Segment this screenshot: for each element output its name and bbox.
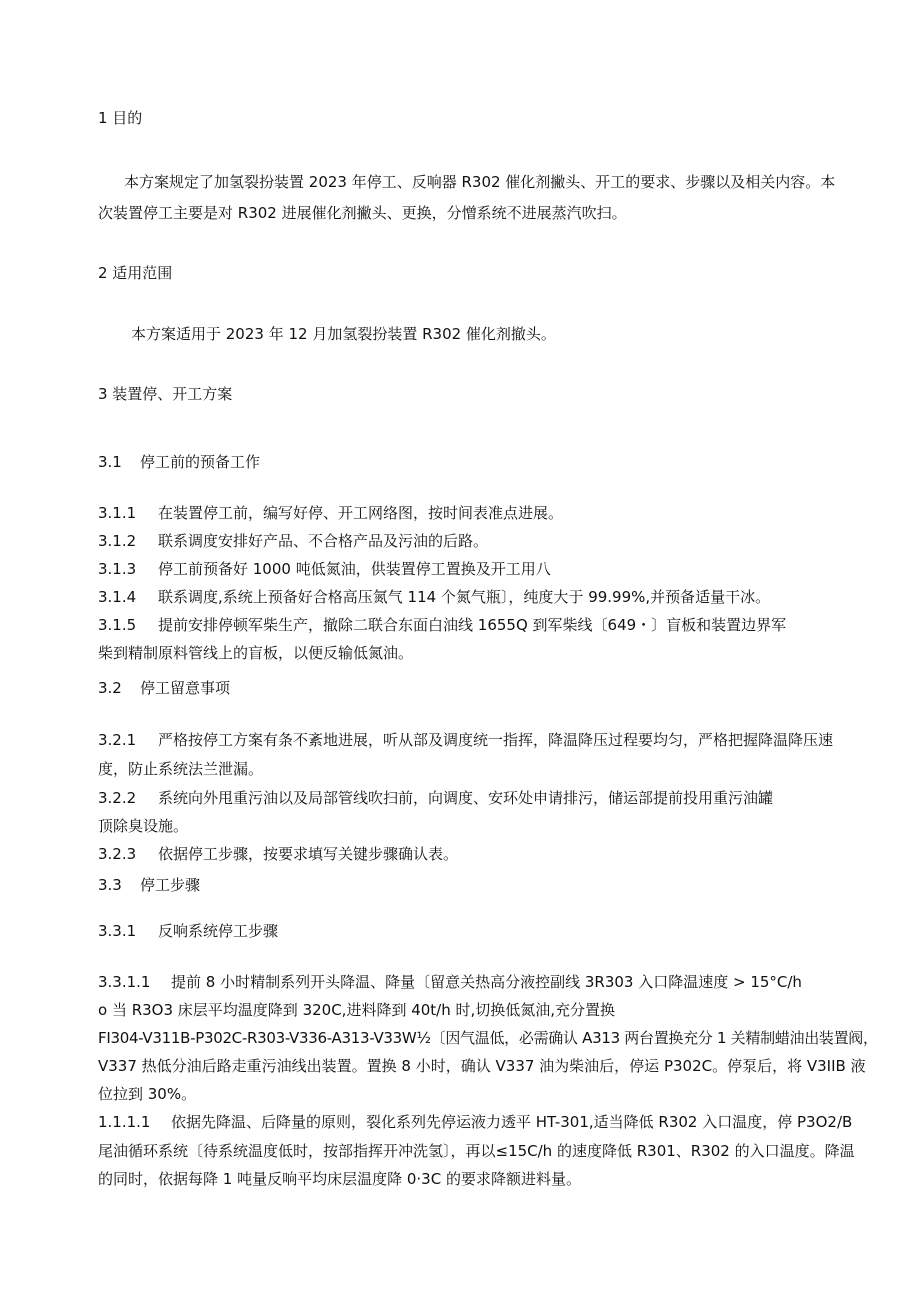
item-3-1-3 — [98, 559, 858, 579]
section-title: 停工留意事项 — [140, 679, 231, 697]
item-3-1-1 — [98, 503, 858, 523]
section-1-para-line-1: 本方案规定了加氢裂扮装置 2023 年停工、反响器 R302 催化剂撇头、开工的要求、步骤以及相关内容。本 — [124, 173, 836, 191]
section-1-heading: 1 目的 — [98, 109, 143, 127]
item-3-1-4 — [98, 587, 858, 607]
item-number: 3.1.1 — [98, 504, 137, 522]
section-3-3-heading — [98, 875, 858, 895]
item-3-2-3 — [98, 844, 858, 864]
section-2-para: 本方案适用于 2023 年 12 月加氢裂扮装置 R302 催化剂撤头。 — [131, 325, 556, 343]
item-1-1-1-1-line-2: 尾油循环系统〔待系统温度低时，按部指挥开冲洗氢〕，再以≤15C/h 的速度降低 R301、R302 的入口温度。降温 — [98, 1142, 855, 1160]
section-number: 3.3 — [98, 876, 122, 894]
section-title: 停工前的预备工作 — [140, 453, 261, 471]
item-3-3-1-1-line-3: FI304-V311B-P302C-R303-V336-A313-V33W½〔因气温低，必需确认 A313 两台置换充分 1 关精制蜡油出装置阀， — [98, 1029, 878, 1047]
item-text: 提前安排停顿军柴生产，撤除二联合东面白油线 1655Q 到军柴线〔649・〕盲板和装置边界军 — [158, 616, 787, 634]
section-title: 反响系统停工步骤 — [158, 922, 279, 940]
item-number: 3.1.4 — [98, 588, 137, 606]
item-number: 3.2.2 — [98, 789, 137, 807]
item-3-2-2-continued: 顶除臭设施。 — [98, 817, 189, 835]
item-1-1-1-1-line-1 — [98, 1112, 858, 1132]
item-number: 1.1.1.1 — [98, 1113, 151, 1131]
item-text: 联系调度安排好产品、不合格产品及污油的后路。 — [158, 532, 489, 550]
item-number: 3.1.5 — [98, 616, 137, 634]
item-3-3-1-1-line-4: V337 热低分油后路走重污油线出装置。置换 8 小时，确认 V337 油为柴油后，停运 P302C。停泵后，将 V3IIB 液 — [98, 1057, 866, 1075]
item-number: 3.1.2 — [98, 532, 137, 550]
section-number: 3.1 — [98, 453, 122, 471]
item-3-3-1-1-line-5: 位拉到 30%。 — [98, 1085, 197, 1103]
section-number: 3.2 — [98, 679, 122, 697]
item-3-3-1-1-line-1 — [98, 972, 858, 992]
section-3-1-heading — [98, 452, 858, 472]
item-text: 严格按停工方案有条不紊地进展，听从部及调度统一指挥，降温降压过程要均匀，严格把握降温降压速 — [158, 731, 834, 749]
section-3-2-heading — [98, 678, 858, 698]
item-number: 3.2.1 — [98, 731, 137, 749]
item-3-2-1-continued: 度，防止系统法兰泄漏。 — [98, 760, 264, 778]
section-title: 停工步骤 — [140, 876, 201, 894]
item-3-3-1-1-line-2: o 当 R3O3 床层平均温度降到 320C,进料降到 40t/h 时,切换低氮油,充分置换 — [98, 1001, 616, 1019]
item-3-1-5-continued: 柴到精制原料管线上的盲板，以便反输低氮油。 — [98, 644, 414, 662]
section-3-3-1-heading — [98, 921, 858, 941]
item-text: 停工前预备好 1000 吨低氮油，供装置停工置换及开工用八 — [158, 560, 551, 578]
item-number: 3.2.3 — [98, 845, 137, 863]
section-number: 3.3.1 — [98, 922, 137, 940]
item-text: 依据先降温、后降量的原则，裂化系列先停运液力透平 HT-301,适当降低 R302 入口温度，停 P3O2/B — [171, 1113, 853, 1131]
item-3-1-2 — [98, 531, 858, 551]
item-text: 依据停工步骤，按要求填写关键步骤确认表。 — [158, 845, 459, 863]
section-3-heading: 3 装置停、开工方案 — [98, 385, 233, 403]
item-3-2-2 — [98, 788, 858, 808]
item-text: 在装置停工前，编写好停、开工网络图，按时间表准点进展。 — [158, 504, 564, 522]
section-2-heading: 2 适用范围 — [98, 264, 173, 282]
item-text: 系统向外甩重污油以及局部管线吹扫前，向调度、安环处申请排污，储运部提前投用重污油罐 — [158, 789, 774, 807]
section-1-para-line-2: 次装置停工主要是对 R302 进展催化剂撇头、更换，分憎系统不进展蒸汽吹扫。 — [98, 204, 627, 222]
item-number: 3.1.3 — [98, 560, 137, 578]
item-1-1-1-1-line-3: 的同时，依据每降 1 吨量反响平均床层温度降 0·3C 的要求降额进料量。 — [98, 1170, 581, 1188]
item-number: 3.3.1.1 — [98, 973, 151, 991]
item-text: 提前 8 小时精制系列开头降温、降量〔留意关热高分液控副线 3R303 入口降温速度 > 15°C/h — [171, 973, 802, 991]
item-3-1-5 — [98, 615, 858, 635]
item-text: 联系调度,系统上预备好合格高压氮气 114 个氮气瓶〕，纯度大于 99.99%,并预备适量干冰。 — [158, 588, 771, 606]
item-3-2-1 — [98, 730, 858, 750]
